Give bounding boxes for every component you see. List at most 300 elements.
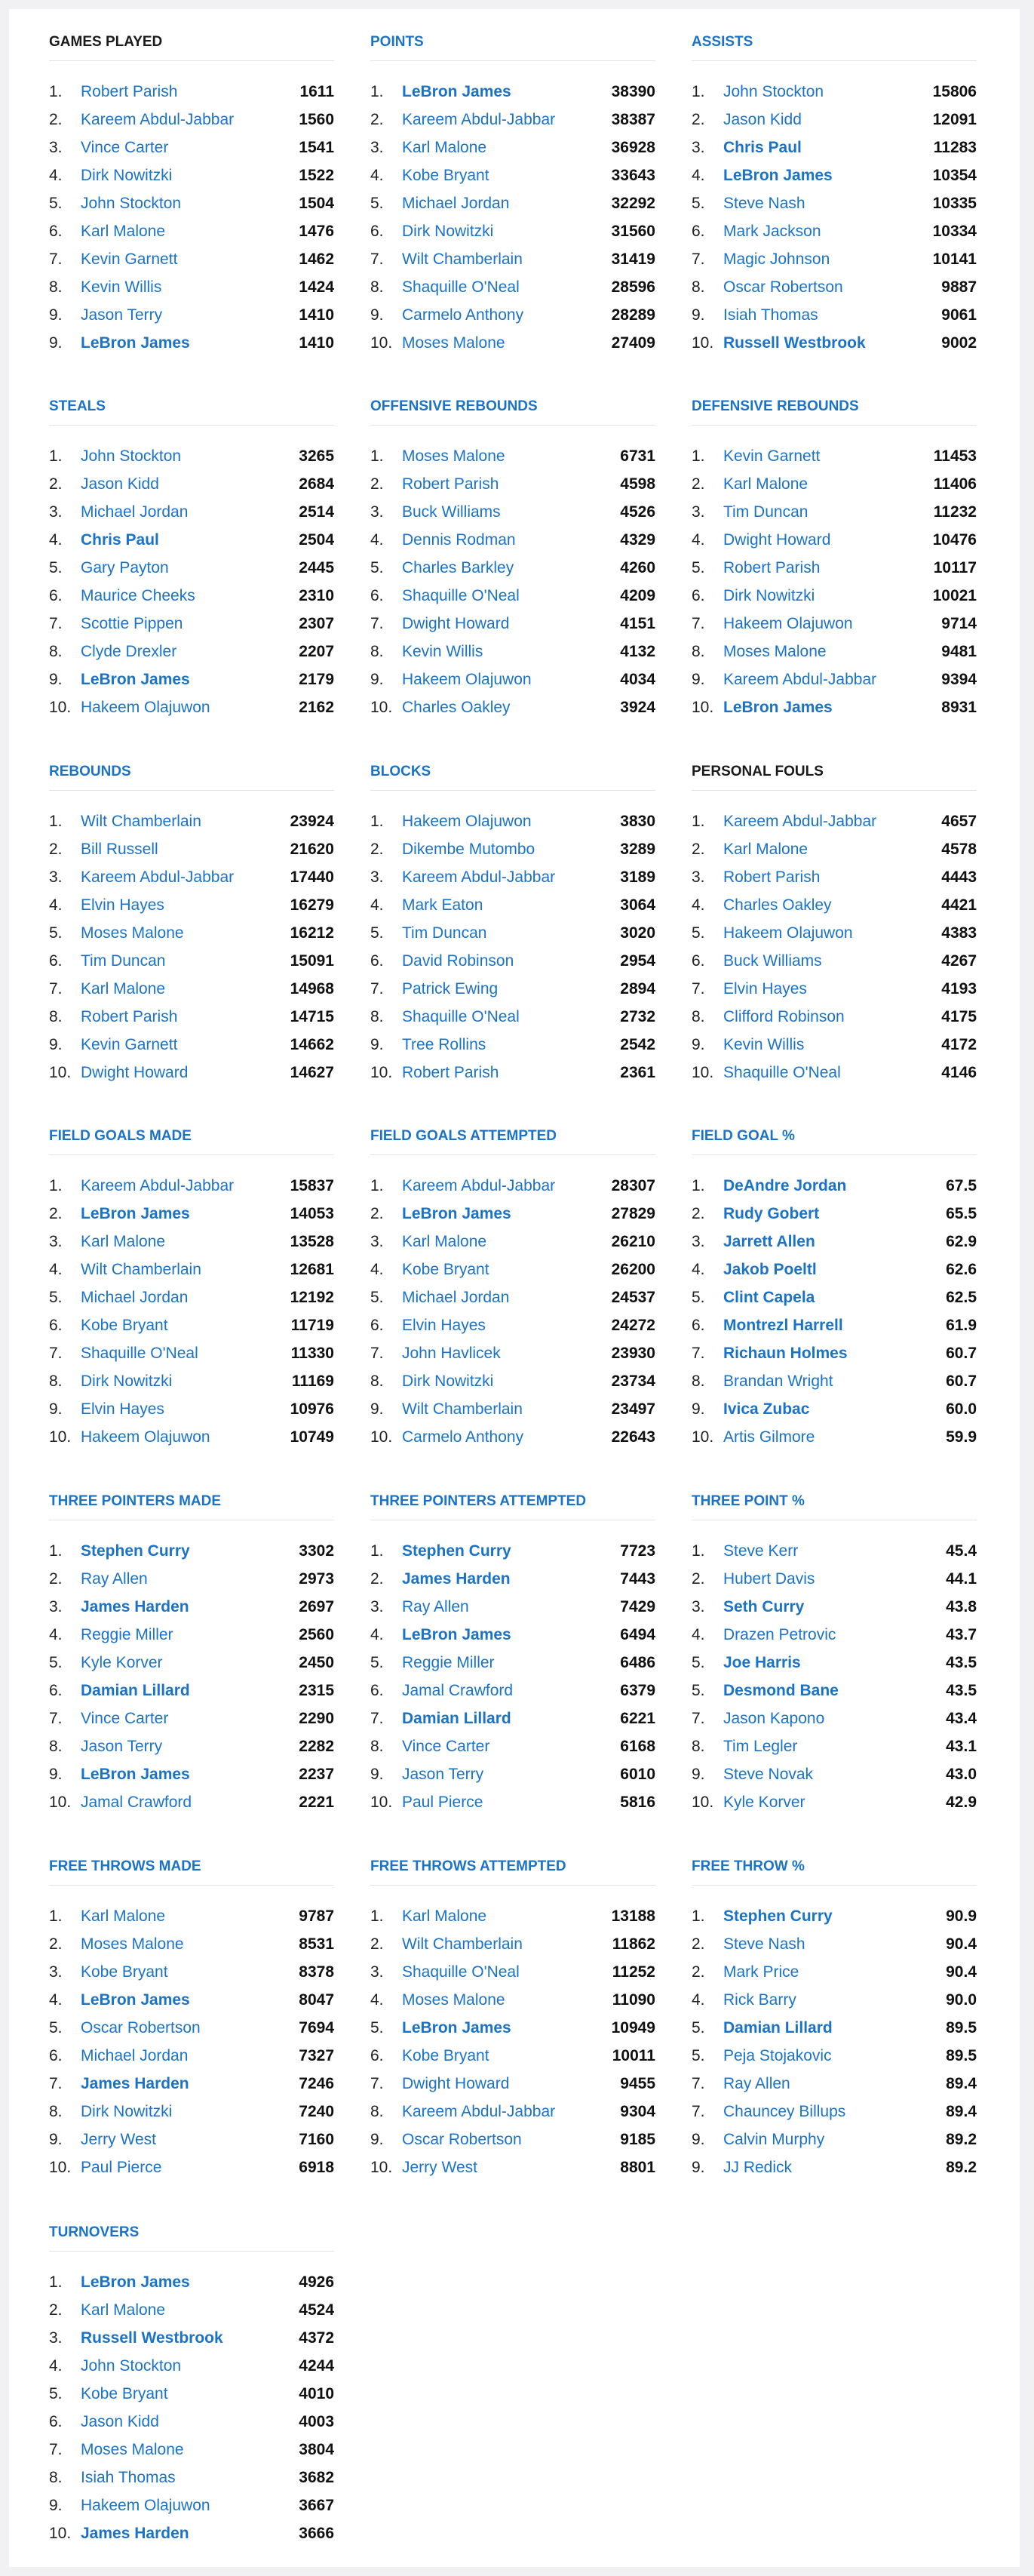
category-title[interactable]: FIELD GOALS ATTEMPTED [370, 1128, 557, 1144]
category-title[interactable]: FREE THROW % [692, 1858, 805, 1874]
leader-row [49, 1537, 334, 1565]
player-link[interactable]: Dwight Howard [723, 530, 831, 549]
player-link[interactable]: JJ Redick [723, 2158, 793, 2176]
player-link[interactable]: Dirk Nowitzki [402, 1372, 494, 1390]
player-link[interactable]: John Stockton [81, 2356, 182, 2375]
rank: 9. [692, 2158, 705, 2176]
player-link[interactable]: Dirk Nowitzki [723, 586, 815, 604]
rank: 7. [49, 2440, 63, 2458]
stat-value: 1611 [299, 82, 334, 100]
player-link[interactable]: Clyde Drexler [81, 642, 177, 660]
player-link[interactable]: LeBron James [723, 698, 833, 716]
rank: 9. [49, 1400, 63, 1418]
player-link[interactable]: Kobe Bryant [81, 1963, 168, 1981]
player-link[interactable]: Damian Lillard [723, 2018, 833, 2037]
leader-row [692, 2042, 977, 2070]
leader-row [49, 2098, 334, 2126]
player-link[interactable]: Montrezl Harrell [723, 1316, 843, 1334]
player-link[interactable]: Isiah Thomas [81, 2468, 176, 2486]
player-link[interactable]: Vince Carter [81, 1709, 169, 1727]
player-link[interactable]: Paul Pierce [81, 2158, 162, 2176]
player-link[interactable]: Dirk Nowitzki [402, 222, 494, 240]
player-link[interactable]: Kevin Garnett [81, 1035, 178, 1053]
player-link[interactable]: Maurice Cheeks [81, 586, 195, 604]
player-link[interactable]: Magic Johnson [723, 250, 830, 268]
player-link[interactable]: Reggie Miller [402, 1653, 495, 1671]
leader-row [692, 442, 977, 470]
player-link[interactable]: Wilt Chamberlain [402, 1400, 523, 1418]
rank: 6. [49, 951, 63, 970]
player-link[interactable]: Wilt Chamberlain [81, 1260, 201, 1278]
player-link[interactable]: Peja Stojakovic [723, 2046, 832, 2064]
leader-row [49, 2519, 334, 2547]
player-link[interactable]: Kareem Abdul-Jabbar [81, 110, 235, 128]
player-link[interactable]: Vince Carter [81, 138, 169, 156]
player-link[interactable]: Jason Kidd [723, 110, 802, 128]
leader-row [692, 1593, 977, 1621]
rank: 4. [692, 530, 705, 549]
player-link[interactable]: Jakob Poeltl [723, 1260, 817, 1278]
player-link[interactable]: Ivica Zubac [723, 1400, 810, 1418]
player-link[interactable]: Richaun Holmes [723, 1344, 848, 1362]
category-title[interactable]: BLOCKS [370, 764, 431, 779]
player-link[interactable]: Jarrett Allen [723, 1232, 815, 1250]
stat-value: 11330 [290, 1344, 334, 1362]
stat-value: 6494 [620, 1625, 655, 1643]
player-link[interactable]: Brandan Wright [723, 1372, 833, 1390]
rank: 10. [370, 1428, 393, 1446]
player-link[interactable]: Moses Malone [402, 334, 505, 352]
stat-value: 7443 [620, 1569, 655, 1588]
player-link[interactable]: Buck Williams [723, 951, 822, 970]
player-link[interactable]: Rudy Gobert [723, 1204, 820, 1222]
player-link[interactable]: Hakeem Olajuwon [402, 670, 532, 688]
stat-value: 4598 [620, 475, 655, 493]
player-link[interactable]: Karl Malone [81, 1907, 166, 1925]
player-link[interactable]: Moses Malone [81, 2440, 184, 2458]
rank: 5. [692, 2018, 705, 2037]
player-link[interactable]: Kevin Willis [723, 1035, 805, 1053]
player-link[interactable]: Kobe Bryant [81, 2384, 168, 2402]
stat-value: 4926 [299, 2273, 334, 2291]
player-link[interactable]: Robert Parish [81, 1007, 178, 1025]
stat-value: 3189 [620, 868, 655, 886]
player-link[interactable]: Elvin Hayes [81, 1400, 164, 1418]
leader-row [49, 2352, 334, 2380]
player-link[interactable]: Kareem Abdul-Jabbar [723, 670, 877, 688]
leader-row [692, 1031, 977, 1059]
player-link[interactable]: Dikembe Mutombo [402, 840, 535, 858]
rank: 1. [49, 82, 63, 100]
player-link[interactable]: Dennis Rodman [402, 530, 516, 549]
player-link[interactable]: LeBron James [81, 670, 190, 688]
player-link[interactable]: Jason Terry [81, 306, 163, 324]
player-link[interactable]: Kobe Bryant [402, 1260, 489, 1278]
player-link[interactable]: LeBron James [81, 334, 190, 352]
player-link[interactable]: Moses Malone [402, 1990, 505, 2009]
player-link[interactable]: Moses Malone [81, 1935, 184, 1953]
player-link[interactable]: Reggie Miller [81, 1625, 173, 1643]
player-link[interactable]: Kareem Abdul-Jabbar [402, 110, 556, 128]
player-link[interactable]: Dirk Nowitzki [81, 2102, 173, 2120]
stat-value: 5816 [620, 1793, 655, 1811]
player-link[interactable]: LeBron James [81, 2273, 190, 2291]
player-link[interactable]: Seth Curry [723, 1597, 805, 1615]
player-link[interactable]: Steve Nash [723, 1935, 805, 1953]
rank: 1. [692, 812, 705, 830]
player-link[interactable]: Moses Malone [723, 642, 827, 660]
player-link[interactable]: Wilt Chamberlain [402, 1935, 523, 1953]
player-link[interactable]: Steve Kerr [723, 1542, 799, 1560]
player-link[interactable]: Shaquille O'Neal [723, 1063, 841, 1081]
player-link[interactable]: Artis Gilmore [723, 1428, 815, 1446]
rank: 4. [370, 896, 384, 914]
rank: 4. [49, 896, 63, 914]
category-title[interactable]: THREE POINTERS MADE [49, 1493, 222, 1509]
player-link[interactable]: Elvin Hayes [402, 1316, 486, 1334]
rank: 3. [692, 1597, 705, 1615]
player-link[interactable]: Kevin Garnett [81, 250, 178, 268]
rank: 9. [49, 1035, 63, 1053]
player-link[interactable]: Moses Malone [81, 924, 184, 942]
leader-row [49, 134, 334, 161]
player-link[interactable]: James Harden [402, 1569, 511, 1588]
player-link[interactable]: Gary Payton [81, 558, 169, 576]
rank: 3. [692, 138, 705, 156]
player-link[interactable]: Elvin Hayes [81, 896, 164, 914]
stat-value: 10749 [290, 1428, 334, 1446]
player-link[interactable]: Calvin Murphy [723, 2130, 825, 2148]
player-link[interactable]: Ray Allen [81, 1569, 148, 1588]
category-title[interactable]: FIELD GOAL % [692, 1128, 795, 1144]
player-link[interactable]: Michael Jordan [81, 1288, 189, 1306]
player-link[interactable]: Clifford Robinson [723, 1007, 845, 1025]
category-assists [692, 9, 977, 357]
player-link[interactable]: Hakeem Olajuwon [723, 614, 853, 632]
player-link[interactable]: Russell Westbrook [81, 2329, 223, 2347]
player-link[interactable]: Oscar Robertson [402, 2130, 522, 2148]
player-link[interactable]: Karl Malone [81, 979, 166, 998]
player-link[interactable]: Tim Duncan [723, 503, 808, 521]
player-link[interactable]: Ray Allen [402, 1597, 469, 1615]
stat-value: 15091 [290, 951, 334, 970]
player-link[interactable]: Dwight Howard [81, 1063, 189, 1081]
player-link[interactable]: Kareem Abdul-Jabbar [402, 868, 556, 886]
stat-value: 2973 [299, 1569, 334, 1588]
rank: 3. [370, 868, 384, 886]
player-link[interactable]: Tim Legler [723, 1737, 798, 1755]
stat-value: 3666 [299, 2524, 334, 2542]
rank: 3. [370, 1232, 384, 1250]
player-link[interactable]: Robert Parish [723, 558, 821, 576]
category-three-pointers-made [49, 1468, 334, 1816]
player-link[interactable]: Karl Malone [723, 840, 808, 858]
player-link[interactable]: Hakeem Olajuwon [81, 2496, 210, 2514]
player-link[interactable]: Karl Malone [402, 1907, 487, 1925]
category-title[interactable]: FREE THROWS ATTEMPTED [370, 1858, 566, 1874]
player-link[interactable]: Jason Kapono [723, 1709, 825, 1727]
stat-value: 2450 [299, 1653, 334, 1671]
player-link[interactable]: Clint Capela [723, 1288, 815, 1306]
player-link[interactable]: Tim Duncan [81, 951, 166, 970]
player-link[interactable]: Buck Williams [402, 503, 501, 521]
player-link[interactable]: Chris Paul [81, 530, 159, 549]
rank: 10. [692, 1428, 714, 1446]
player-link[interactable]: Mark Price [723, 1963, 799, 1981]
category-title[interactable]: POINTS [370, 34, 424, 50]
category-title[interactable]: ASSISTS [692, 34, 753, 50]
player-link[interactable]: Joe Harris [723, 1653, 801, 1671]
player-link[interactable]: Elvin Hayes [723, 979, 807, 998]
leader-row [692, 1423, 977, 1451]
leader-row [49, 1339, 334, 1367]
leader-row [49, 273, 334, 301]
player-link[interactable]: Jamal Crawford [81, 1793, 192, 1811]
player-link[interactable]: Karl Malone [81, 222, 166, 240]
rank: 3. [692, 868, 705, 886]
divider [692, 1885, 977, 1886]
divider [49, 1154, 334, 1155]
player-link[interactable]: Kevin Garnett [723, 447, 821, 465]
stat-value: 3830 [620, 812, 655, 830]
player-link[interactable]: Russell Westbrook [723, 334, 866, 352]
stat-value: 7246 [299, 2074, 334, 2092]
player-link[interactable]: Damian Lillard [402, 1709, 511, 1727]
category-title[interactable]: THREE POINTERS ATTEMPTED [370, 1493, 587, 1509]
player-link[interactable]: Hakeem Olajuwon [723, 924, 853, 942]
player-link[interactable]: Robert Parish [81, 82, 178, 100]
player-link[interactable]: LeBron James [402, 1204, 511, 1222]
player-link[interactable]: Robert Parish [723, 868, 821, 886]
category-title[interactable]: STEALS [49, 398, 106, 414]
leader-row [370, 245, 655, 273]
rank: 10. [370, 1063, 393, 1081]
rank: 3. [49, 503, 63, 521]
player-link[interactable]: Hakeem Olajuwon [402, 812, 532, 830]
leader-row [692, 329, 977, 357]
category-title[interactable]: DEFENSIVE REBOUNDS [692, 398, 859, 414]
player-link[interactable]: Dwight Howard [402, 614, 510, 632]
rank: 4. [49, 1990, 63, 2009]
player-link[interactable]: LeBron James [402, 82, 511, 100]
player-link[interactable]: Oscar Robertson [81, 2018, 201, 2037]
player-link[interactable]: Mark Jackson [723, 222, 821, 240]
player-link[interactable]: Carmelo Anthony [402, 306, 524, 324]
player-link[interactable]: James Harden [81, 2074, 189, 2092]
player-link[interactable]: Rick Barry [723, 1990, 796, 2009]
player-link[interactable]: LeBron James [723, 166, 833, 184]
player-link[interactable]: Chris Paul [723, 138, 802, 156]
player-link[interactable]: Charles Oakley [723, 896, 832, 914]
player-link[interactable]: Kyle Korver [81, 1653, 163, 1671]
player-link[interactable]: John Havlicek [402, 1344, 501, 1362]
player-link[interactable]: Shaquille O'Neal [402, 1963, 520, 1981]
rank: 2. [692, 1963, 705, 1981]
stat-value: 21620 [290, 840, 334, 858]
leader-row [692, 2014, 977, 2042]
player-link[interactable]: Kyle Korver [723, 1793, 805, 1811]
leader-row [49, 2014, 334, 2042]
player-link[interactable]: Michael Jordan [402, 194, 510, 212]
player-link[interactable]: Moses Malone [402, 447, 505, 465]
player-link[interactable]: Hakeem Olajuwon [81, 1428, 210, 1446]
category-title[interactable]: FREE THROWS MADE [49, 1858, 201, 1874]
player-link[interactable]: Stephen Curry [723, 1907, 833, 1925]
player-link[interactable]: Robert Parish [402, 1063, 499, 1081]
category-title[interactable]: FIELD GOALS MADE [49, 1128, 192, 1144]
category-title[interactable]: THREE POINT % [692, 1493, 805, 1509]
player-link[interactable]: John Stockton [723, 82, 824, 100]
player-link[interactable]: Kareem Abdul-Jabbar [402, 2102, 556, 2120]
player-link[interactable]: Isiah Thomas [723, 306, 818, 324]
player-link[interactable]: Carmelo Anthony [402, 1428, 524, 1446]
player-link[interactable]: Patrick Ewing [402, 979, 499, 998]
player-link[interactable]: Karl Malone [402, 1232, 487, 1250]
player-link[interactable]: LeBron James [81, 1990, 190, 2009]
rank: 8. [692, 1007, 705, 1025]
player-link[interactable]: Jerry West [81, 2130, 156, 2148]
stat-value: 9787 [299, 1907, 334, 1925]
rank: 3. [49, 138, 63, 156]
rank: 10. [692, 1793, 714, 1811]
player-link[interactable]: Oscar Robertson [723, 278, 843, 296]
player-link[interactable]: Mark Eaton [402, 896, 483, 914]
rank: 5. [692, 2046, 705, 2064]
player-link[interactable]: Dirk Nowitzki [81, 1372, 173, 1390]
player-link[interactable]: Scottie Pippen [81, 614, 183, 632]
player-link[interactable]: Bill Russell [81, 840, 158, 858]
stat-value: 4146 [941, 1063, 977, 1081]
leader-row [49, 1593, 334, 1621]
player-link[interactable]: Karl Malone [81, 1232, 166, 1250]
player-link[interactable]: James Harden [81, 1597, 189, 1615]
player-link[interactable]: Tree Rollins [402, 1035, 486, 1053]
player-link[interactable]: Michael Jordan [402, 1288, 510, 1306]
leader-row [692, 1283, 977, 1311]
player-link[interactable]: James Harden [81, 2524, 189, 2542]
player-link[interactable]: Shaquille O'Neal [402, 278, 520, 296]
player-link[interactable]: John Stockton [81, 194, 182, 212]
stat-value: 17440 [290, 868, 334, 886]
leader-row [692, 1311, 977, 1339]
rank: 6. [370, 1681, 384, 1699]
player-link[interactable]: Charles Barkley [402, 558, 514, 576]
category-title[interactable]: REBOUNDS [49, 764, 131, 779]
leader-row [49, 1705, 334, 1732]
rank: 10. [370, 698, 393, 716]
category-title[interactable]: OFFENSIVE REBOUNDS [370, 398, 538, 414]
player-link[interactable]: Kevin Willis [81, 278, 162, 296]
player-link[interactable]: Ray Allen [723, 2074, 790, 2092]
player-link[interactable]: Vince Carter [402, 1737, 490, 1755]
player-link[interactable]: Robert Parish [402, 475, 499, 493]
player-link[interactable]: Charles Oakley [402, 698, 511, 716]
stat-value: 43.0 [946, 1765, 977, 1783]
leader-row [49, 2070, 334, 2098]
player-link[interactable]: John Stockton [81, 447, 182, 465]
player-link[interactable]: Jason Kidd [81, 475, 159, 493]
leader-row [370, 1059, 655, 1087]
player-link[interactable]: Jerry West [402, 2158, 477, 2176]
rank: 2. [370, 840, 384, 858]
player-link[interactable]: Michael Jordan [81, 2046, 189, 2064]
rank: 9. [370, 306, 384, 324]
stat-value: 60.0 [946, 1400, 977, 1418]
player-link[interactable]: Drazen Petrovic [723, 1625, 836, 1643]
player-link[interactable]: Desmond Bane [723, 1681, 839, 1699]
player-link[interactable]: Stephen Curry [402, 1542, 511, 1560]
player-link[interactable]: LeBron James [81, 1204, 190, 1222]
player-link[interactable]: Hakeem Olajuwon [81, 698, 210, 716]
player-link[interactable]: Karl Malone [81, 2301, 166, 2319]
stat-value: 7429 [620, 1597, 655, 1615]
leader-row [370, 666, 655, 693]
player-link[interactable]: Kareem Abdul-Jabbar [723, 812, 877, 830]
player-link[interactable]: Michael Jordan [81, 503, 189, 521]
leader-row [370, 1986, 655, 2014]
player-link[interactable]: David Robinson [402, 951, 514, 970]
player-link[interactable]: Karl Malone [723, 475, 808, 493]
player-link[interactable]: Tim Duncan [402, 924, 487, 942]
rank: 1. [370, 1542, 384, 1560]
player-link[interactable]: Paul Pierce [402, 1793, 483, 1811]
leader-row [370, 863, 655, 891]
player-link[interactable]: DeAndre Jordan [723, 1176, 847, 1194]
player-link[interactable]: Dwight Howard [402, 2074, 510, 2092]
player-link[interactable]: Steve Novak [723, 1765, 814, 1783]
stat-value: 1504 [299, 194, 334, 212]
category-title[interactable]: TURNOVERS [49, 2224, 140, 2240]
player-link[interactable]: Jamal Crawford [402, 1681, 514, 1699]
player-link[interactable]: Chauncey Billups [723, 2102, 846, 2120]
player-link[interactable]: Jason Terry [81, 1737, 163, 1755]
player-link[interactable]: Kobe Bryant [402, 2046, 489, 2064]
stat-value: 11090 [612, 1990, 655, 2009]
leader-row [370, 807, 655, 835]
player-link[interactable]: Wilt Chamberlain [81, 812, 201, 830]
player-link[interactable]: LeBron James [402, 2018, 511, 2037]
player-link[interactable]: Steve Nash [723, 194, 805, 212]
player-link[interactable]: LeBron James [402, 1625, 511, 1643]
player-link[interactable]: Shaquille O'Neal [402, 1007, 520, 1025]
rank: 6. [692, 1316, 705, 1334]
player-link[interactable]: Shaquille O'Neal [402, 586, 520, 604]
player-link[interactable]: Kareem Abdul-Jabbar [402, 1176, 556, 1194]
stat-value: 2560 [299, 1625, 334, 1643]
player-link[interactable]: Wilt Chamberlain [402, 250, 523, 268]
player-link[interactable]: Kareem Abdul-Jabbar [81, 1176, 235, 1194]
player-link[interactable]: Shaquille O'Neal [81, 1344, 198, 1362]
player-link[interactable]: Kobe Bryant [81, 1316, 168, 1334]
player-link[interactable]: Jason Terry [402, 1765, 484, 1783]
stat-value: 89.2 [946, 2130, 977, 2148]
leader-row [370, 1283, 655, 1311]
player-link[interactable]: Karl Malone [402, 138, 487, 156]
player-link[interactable]: Stephen Curry [81, 1542, 190, 1560]
player-link[interactable]: Jason Kidd [81, 2412, 159, 2430]
player-link[interactable]: LeBron James [81, 1765, 190, 1783]
leader-row [49, 1958, 334, 1986]
player-link[interactable]: Kevin Willis [402, 642, 483, 660]
player-link[interactable]: Dirk Nowitzki [81, 166, 173, 184]
player-link[interactable]: Kareem Abdul-Jabbar [81, 868, 235, 886]
rank: 9. [692, 1765, 705, 1783]
player-link[interactable]: Damian Lillard [81, 1681, 190, 1699]
leader-row [49, 2436, 334, 2464]
player-link[interactable]: Hubert Davis [723, 1569, 815, 1588]
player-link[interactable]: Kobe Bryant [402, 166, 489, 184]
rank: 2. [370, 110, 384, 128]
